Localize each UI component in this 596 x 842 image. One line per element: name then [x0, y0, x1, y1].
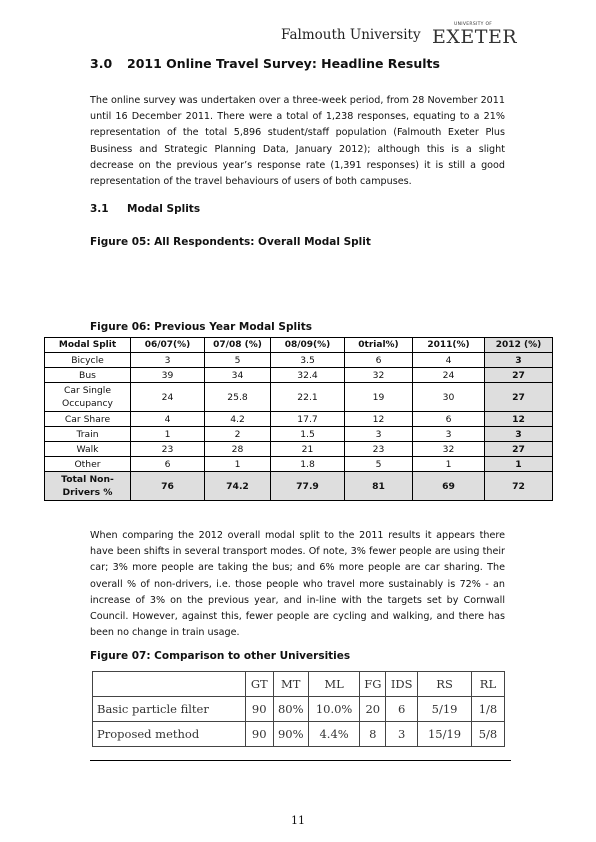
intro-paragraph: The online survey was undertaken over a three-week period, from 28 November 2011 until 16 December 2011. There were a total of 1,238 responses, equating to a 21% representation of the total 5,896 student/staff population (Falmouth Exeter Plus Business and Strategic Planning Data, January 2012); although this is a slight decrease on the previous year’s response rate (1,391 responses) it is still a good representation of the travel behaviours of users of both campuses.	[90, 95, 505, 188]
table-cell: 5	[345, 457, 413, 472]
table-cell: 4.4%	[308, 722, 360, 747]
table-cell: 6	[413, 412, 485, 427]
table-cell: 76	[131, 472, 205, 501]
table-cell: 5/8	[471, 722, 504, 747]
table-row	[45, 383, 553, 412]
table-cell: 3.5	[271, 353, 345, 368]
table-cell: 12	[485, 412, 553, 427]
table-cell: Proposed method	[93, 722, 246, 747]
university-comparison-table	[92, 671, 505, 747]
table-cell: 24	[413, 368, 485, 383]
table-cell: 23	[131, 442, 205, 457]
table-header-row	[93, 672, 505, 697]
table-cell: Basic particle filter	[93, 697, 246, 722]
table-cell: GT	[245, 672, 273, 697]
table-cell: Car Share	[45, 412, 131, 427]
table-cell: RS	[418, 672, 472, 697]
table-cell: Other	[45, 457, 131, 472]
table-cell: 74.2	[205, 472, 271, 501]
table-cell: 20	[360, 697, 386, 722]
table-cell: 4	[131, 412, 205, 427]
table-cell: 72	[485, 472, 553, 501]
table-cell: IDS	[386, 672, 418, 697]
table-row	[45, 457, 553, 472]
table-cell: 4	[413, 353, 485, 368]
table-cell: 90%	[273, 722, 308, 747]
table-cell: 1/8	[471, 697, 504, 722]
table-row	[45, 353, 553, 368]
table-cell: 69	[413, 472, 485, 501]
table-cell: Walk	[45, 442, 131, 457]
table-cell: 6	[345, 353, 413, 368]
col-header: 0trial%)	[345, 338, 413, 353]
table-row	[93, 697, 505, 722]
table-cell: 23	[345, 442, 413, 457]
table-cell: 17.7	[271, 412, 345, 427]
table-cell: 81	[345, 472, 413, 501]
table-cell: RL	[471, 672, 504, 697]
table-cell: 15/19	[418, 722, 472, 747]
table-cell: Car Single Occupancy	[45, 383, 131, 412]
logo-big-text: EXETER	[432, 26, 518, 48]
table-cell: Total Non-Drivers %	[45, 472, 131, 501]
table-cell: 21	[271, 442, 345, 457]
section-title: 2011 Online Travel Survey: Headline Results	[127, 56, 440, 71]
total-row	[45, 472, 553, 501]
subsection-heading	[90, 203, 200, 215]
table-cell: FG	[360, 672, 386, 697]
table-cell: 12	[345, 412, 413, 427]
table-cell: 32	[345, 368, 413, 383]
table-cell: 3	[345, 427, 413, 442]
col-header: 07/08 (%)	[205, 338, 271, 353]
table-cell: 8	[360, 722, 386, 747]
table-cell: 32	[413, 442, 485, 457]
table-row	[45, 442, 553, 457]
table-cell: 3	[386, 722, 418, 747]
table-cell: Bus	[45, 368, 131, 383]
table-cell: 10.0%	[308, 697, 360, 722]
table-cell: 1	[413, 457, 485, 472]
table-cell: 39	[131, 368, 205, 383]
section-heading	[90, 56, 440, 71]
table-cell: 34	[205, 368, 271, 383]
table-cell: 3	[131, 353, 205, 368]
table-cell: 80%	[273, 697, 308, 722]
table-cell	[93, 672, 246, 697]
table-cell: Train	[45, 427, 131, 442]
table-cell: Bicycle	[45, 353, 131, 368]
table-cell: 90	[245, 697, 273, 722]
subsection-title: Modal Splits	[127, 203, 201, 215]
table-row	[45, 427, 553, 442]
table-cell: MT	[273, 672, 308, 697]
table-cell: 27	[485, 442, 553, 457]
table-cell: ML	[308, 672, 360, 697]
logo-small-text: UNIVERSITY OF	[454, 22, 493, 27]
section-number: 3.0	[90, 56, 113, 71]
table-cell: 6	[386, 697, 418, 722]
table-cell: 5/19	[418, 697, 472, 722]
table-cell: 3	[413, 427, 485, 442]
figure-05-caption: Figure 05: All Respondents: Overall Modal Split	[90, 236, 371, 248]
header-institution: Falmouth University	[281, 27, 421, 43]
comparison-table-image	[92, 671, 507, 755]
table-row	[93, 722, 505, 747]
table-cell: 2	[205, 427, 271, 442]
table-cell: 30	[413, 383, 485, 412]
col-header: 08/09(%)	[271, 338, 345, 353]
figure-07-caption: Figure 07: Comparison to other Universities	[90, 650, 351, 662]
figure-06-caption: Figure 06: Previous Year Modal Splits	[90, 321, 312, 333]
table-header-row	[45, 338, 553, 353]
col-header: 06/07(%)	[131, 338, 205, 353]
table-cell: 4.2	[205, 412, 271, 427]
table-cell: 90	[245, 722, 273, 747]
page-number: 11	[291, 814, 305, 827]
table-cell: 3	[485, 353, 553, 368]
col-header: 2012 (%)	[485, 338, 553, 353]
comparison-paragraph: When comparing the 2012 overall modal split to the 2011 results it appears there have been shifts in several transport modes. Of note, 3% fewer people are using their car; 3% more people are taking the bus; and 6% more people are car sharing. The overall % of non-drivers, i.e. those people who travel more sustainably is 72% - an increase of 3% on the previous year, and in-line with the targets set by Cornwall Council. However, against this, fewer people are cycling and walking, and there has been no change in train usage.	[90, 530, 505, 639]
subsection-number: 3.1	[90, 203, 109, 215]
table-cell: 19	[345, 383, 413, 412]
table-cell: 28	[205, 442, 271, 457]
table-row	[45, 412, 553, 427]
university-logo	[432, 22, 518, 48]
table-cell: 1.5	[271, 427, 345, 442]
col-header: 2011(%)	[413, 338, 485, 353]
table-cell: 77.9	[271, 472, 345, 501]
table-row	[45, 368, 553, 383]
table-cell: 1.8	[271, 457, 345, 472]
table-cell: 5	[205, 353, 271, 368]
table-cell: 32.4	[271, 368, 345, 383]
table-cell: 25.8	[205, 383, 271, 412]
table-cell: 1	[485, 457, 553, 472]
table-cell: 27	[485, 383, 553, 412]
col-header: Modal Split	[45, 338, 131, 353]
table-cell: 27	[485, 368, 553, 383]
table-cell: 1	[131, 427, 205, 442]
table-cell: 24	[131, 383, 205, 412]
modal-split-table	[44, 337, 553, 501]
table-cell: 3	[485, 427, 553, 442]
table-cell: 6	[131, 457, 205, 472]
table-cell: 22.1	[271, 383, 345, 412]
divider-rule	[90, 760, 511, 761]
table-cell: 1	[205, 457, 271, 472]
